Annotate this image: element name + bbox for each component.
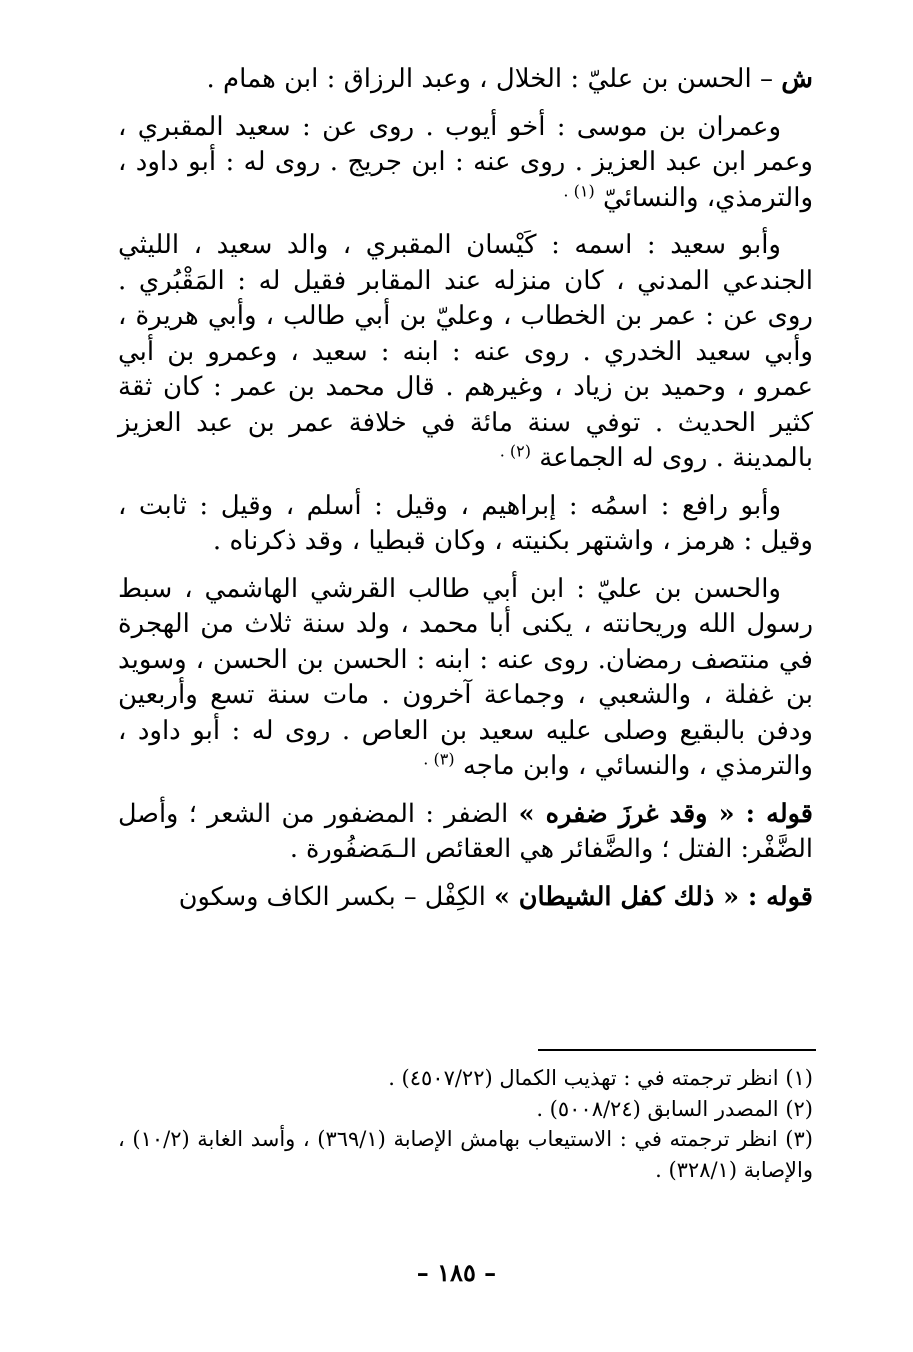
paragraph-text: الكِفْل – بكسر الكاف وسكون <box>178 881 494 912</box>
paragraph-lead: قوله : « وقد غرزَ ضفره » <box>518 798 813 829</box>
paragraph-text: وعمران بن موسى : أخو أيوب . روى عن : سعيد المقبري ، وعمر ابن عبد العزيز . روى عنه : ابن جريج . روى له : أبو داود ، والترمذي، والنسائيّ <box>118 111 813 213</box>
paragraph-lead: ش <box>781 64 813 94</box>
paragraph-abu-rafi <box>118 489 813 560</box>
footnote-3: (٣) انظر ترجمته في : الاستيعاب بهامش الإصابة (٣٦٩/١) ، وأسد الغابة (١٠/٢) ، والإصابة (٣٢٨/١) . <box>118 1127 813 1182</box>
paragraph-text: الضفر : المضفور من الشعر ؛ وأصل الضَّفْر: الفتل ؛ والضَّفائر هي العقائص الـمَضفُورة . <box>118 798 813 864</box>
paragraph-text: وأبو رافع : اسمُه : إبراهيم ، وقيل : أسلم ، وقيل : ثابت ، وقيل : هرمز ، واشتهر بكنيته ، وكان قبطيا ، وقد ذكرناه . <box>118 490 813 556</box>
paragraph-text: والحسن بن عليّ : ابن أبي طالب القرشي الهاشمي ، سبط رسول الله وريحانته ، يكنى أبا محمد ، ولد سنة ثلاث من الهجرة في منتصف رمضان. روى عنه : ابنه : الحسن بن الحسن ، وسويد بن غفلة ، والشعبي ، وجماعة آخرون . مات سنة تسع وأربعين ودفن بالبقيع وصلى عليه سعيد بن العاص . روى له : أبو داود ، والترمذي ، والنسائي ، وابن ماجه <box>118 573 813 781</box>
paragraph-shin-sigla <box>118 62 813 98</box>
paragraph-lead: قوله : « ذلك كفل الشيطان » <box>493 881 813 912</box>
footnote-ref: (٢) . <box>499 441 531 461</box>
paragraph-qawl-dafr <box>118 797 813 868</box>
footnote-ref: (١) . <box>563 180 595 200</box>
paragraph-text: – الحسن بن عليّ : الخلال ، وعبد الرزاق : ابن همام . <box>206 64 782 94</box>
paragraph-hasan-ibn-ali <box>118 572 813 785</box>
footnote-separator <box>538 1049 816 1051</box>
main-text <box>118 62 813 927</box>
footnote-ref: (٣) . <box>423 749 455 769</box>
paragraph-imran-ibn-musa <box>118 110 813 217</box>
footnote-1: (١) انظر ترجمته في : تهذيب الكمال (٤٥٠٧/٢٢) . <box>388 1066 813 1090</box>
page-number: – ١٨٥ – <box>416 1258 497 1287</box>
footnotes <box>118 1063 813 1185</box>
paragraph-abu-said <box>118 228 813 477</box>
paragraph-qawl-kifl <box>118 880 813 916</box>
footnote-2: (٢) المصدر السابق (٥٠٠٨/٢٤) . <box>536 1096 813 1121</box>
paragraph-text: وأبو سعيد : اسمه : كَيْسان المقبري ، والد سعيد ، الليثي الجندعي المدني ، كان منزله عند المقابر فقيل له : المَقْبُري . روى عن : عمر بن الخطاب ، وعليّ بن أبي طالب ، وأبي هريرة ، وأبي سعيد الخدري . روى عنه : ابنه : سعيد ، وعمرو بن أبي عمرو ، وحميد بن زياد ، وغيرهم . قال محمد بن عمر : كان ثقة كثير الحديث . توفي سنة مائة في خلافة عمر بن عبد العزيز بالمدينة . روى له الجماعة <box>118 230 813 473</box>
